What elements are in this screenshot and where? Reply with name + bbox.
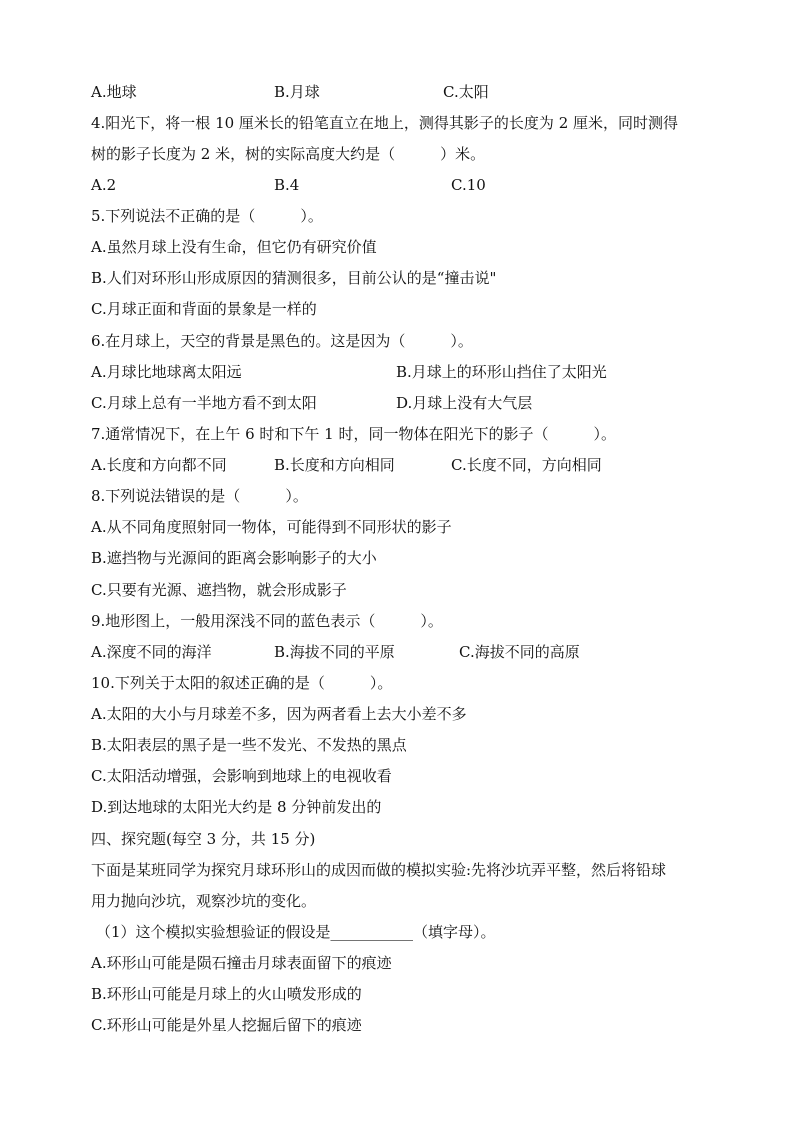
inquiry-option-c: C.环形山可能是外星人挖掘后留下的痕迹 <box>91 1016 362 1034</box>
option-a: A.深度不同的海洋 <box>91 643 212 661</box>
option-a: A.2 <box>91 176 117 194</box>
question-5-stem: 5.下列说法不正确的是（ ）。 <box>91 207 323 225</box>
question-9-stem: 9.地形图上，一般用深浅不同的蓝色表示（ ）。 <box>91 612 443 630</box>
option-a: A.地球 <box>91 83 137 101</box>
question-5-option-a: A.虽然月球上没有生命，但它仍有研究价值 <box>91 238 377 256</box>
question-10-option-b: B.太阳表层的黑子是一些不发光、不发热的黑点 <box>91 736 407 754</box>
inquiry-intro-line-2: 用力抛向沙坑，观察沙坑的变化。 <box>91 892 317 910</box>
option-b: B.月球 <box>274 83 320 101</box>
option-b: B.长度和方向相同 <box>274 456 395 474</box>
question-4-stem-line-2: 树的影子长度为 2 米，树的实际高度大约是（ ）米。 <box>91 145 486 163</box>
option-b: B.4 <box>274 176 300 194</box>
question-4-stem-line-1: 4.阳光下，将一根 10 厘米长的铅笔直立在地上，测得其影子的长度为 2 厘米，同时测得 <box>91 114 679 132</box>
option-c: C.月球上总有一半地方看不到太阳 <box>91 394 317 412</box>
inquiry-option-b: B.环形山可能是月球上的火山喷发形成的 <box>91 985 362 1003</box>
answer-options-q6-row-2 <box>91 391 711 415</box>
question-10-option-d: D.到达地球的太阳光大约是 8 分钟前发出的 <box>91 798 382 816</box>
option-b: B.月球上的环形山挡住了太阳光 <box>396 363 607 381</box>
question-8-option-c: C.只要有光源、遮挡物，就会形成影子 <box>91 581 347 599</box>
question-5-option-b: B.人们对环形山形成原因的猜测很多，目前公认的是“撞击说" <box>91 269 497 287</box>
question-8-stem: 8.下列说法错误的是（ ）。 <box>91 487 308 505</box>
option-c: C.海拔不同的高原 <box>459 643 580 661</box>
question-8-option-b: B.遮挡物与光源间的距离会影响影子的大小 <box>91 549 377 567</box>
answer-options-q9 <box>91 640 711 664</box>
section-heading: 四、探究题(每空 3 分，共 15 分) <box>91 830 316 848</box>
question-6-stem: 6.在月球上，天空的背景是黑色的。这是因为（ ）。 <box>91 332 473 350</box>
option-a: A.长度和方向都不同 <box>91 456 227 474</box>
inquiry-question-1: （1）这个模拟实验想验证的假设是___________（填字母）。 <box>96 923 496 941</box>
inquiry-option-a: A.环形山可能是陨石撞击月球表面留下的痕迹 <box>91 954 392 972</box>
option-c: C.10 <box>451 176 486 194</box>
question-8-option-a: A.从不同角度照射同一物体，可能得到不同形状的影子 <box>91 518 452 536</box>
answer-options-q7 <box>91 453 711 477</box>
option-d: D.月球上没有大气层 <box>396 394 533 412</box>
answer-options-q4 <box>91 173 711 197</box>
answer-options-q3 <box>91 80 711 104</box>
option-c: C.太阳 <box>443 83 489 101</box>
option-b: B.海拔不同的平原 <box>274 643 395 661</box>
option-a: A.月球比地球离太阳远 <box>91 363 242 381</box>
option-c: C.长度不同，方向相同 <box>451 456 602 474</box>
inquiry-intro-line-1: 下面是某班同学为探究月球环形山的成因而做的模拟实验:先将沙坑弄平整，然后将铅球 <box>91 861 667 879</box>
answer-options-q6-row-1 <box>91 360 711 384</box>
question-5-option-c: C.月球正面和背面的景象是一样的 <box>91 300 317 318</box>
question-10-option-c: C.太阳活动增强，会影响到地球上的电视收看 <box>91 767 392 785</box>
question-10-option-a: A.太阳的大小与月球差不多，因为两者看上去大小差不多 <box>91 705 467 723</box>
question-7-stem: 7.通常情况下，在上午 6 时和下午 1 时，同一物体在阳光下的影子（ ）。 <box>91 425 616 443</box>
question-10-stem: 10.下列关于太阳的叙述正确的是（ ）。 <box>91 674 393 692</box>
